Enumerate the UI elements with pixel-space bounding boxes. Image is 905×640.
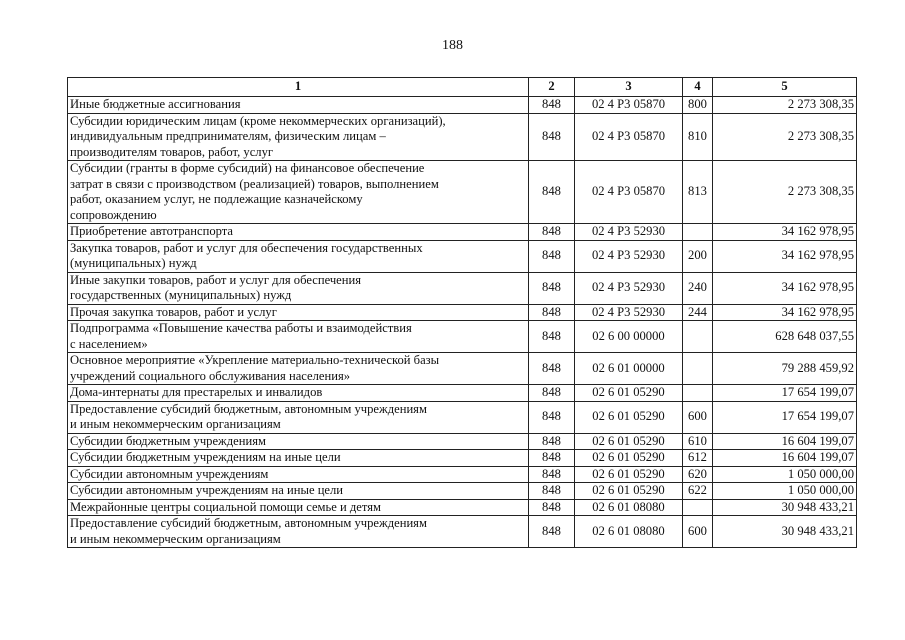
row-name <box>68 499 529 516</box>
row-vr <box>683 499 713 516</box>
header-row <box>68 78 857 97</box>
row-name <box>68 433 529 450</box>
row-name-line: Субсидии юридическим лицам (кроме некоммерческих организаций), <box>70 113 446 128</box>
row-name-line: Предоставление субсидий бюджетным, автономным учреждениям <box>70 516 427 530</box>
row-csr: 02 4 P3 52930 <box>575 240 683 272</box>
row-name-line: Предоставление субсидий бюджетным, автономным учреждениям <box>70 401 427 416</box>
row-vr: 800 <box>683 97 713 114</box>
table-row <box>68 516 857 548</box>
page-number: 188 <box>442 38 463 53</box>
row-ved: 848 <box>529 353 575 385</box>
row-vr <box>683 224 713 241</box>
row-ved: 848 <box>529 466 575 483</box>
row-csr: 02 6 01 05290 <box>575 450 683 467</box>
table-row <box>68 450 857 467</box>
row-name-line: учреждений социального обслуживания населения» <box>70 368 351 383</box>
row-ved: 848 <box>529 321 575 353</box>
row-name <box>68 304 529 321</box>
row-name <box>68 224 529 241</box>
row-amount: 628 648 037,55 <box>713 321 857 353</box>
budget-table <box>67 77 857 548</box>
row-name <box>68 401 529 433</box>
row-name <box>68 321 529 353</box>
row-csr: 02 6 01 00000 <box>575 353 683 385</box>
row-ved: 848 <box>529 113 575 161</box>
row-name-line: производителям товаров, работ, услуг <box>70 144 274 159</box>
row-vr: 612 <box>683 450 713 467</box>
row-vr: 810 <box>683 113 713 161</box>
row-name-line: Субсидии бюджетным учреждениям <box>70 433 266 448</box>
row-csr: 02 6 01 05290 <box>575 466 683 483</box>
row-vr: 240 <box>683 272 713 304</box>
row-csr: 02 6 01 05290 <box>575 483 683 500</box>
row-vr: 813 <box>683 161 713 224</box>
row-ved: 848 <box>529 499 575 516</box>
row-amount: 17 654 199,07 <box>713 401 857 433</box>
table-row <box>68 401 857 433</box>
table-row <box>68 97 857 114</box>
row-name-line: государственных (муниципальных) нужд <box>70 288 292 302</box>
row-name-line: Субсидии автономным учреждениям <box>70 466 269 481</box>
row-ved: 848 <box>529 97 575 114</box>
table-row <box>68 385 857 402</box>
row-name-line: затрат в связи с производством (реализацией) товаров, выполнением <box>70 176 439 191</box>
row-amount: 34 162 978,95 <box>713 304 857 321</box>
row-amount: 34 162 978,95 <box>713 240 857 272</box>
row-amount: 34 162 978,95 <box>713 224 857 241</box>
row-ved: 848 <box>529 161 575 224</box>
row-csr: 02 4 P3 52930 <box>575 224 683 241</box>
row-amount: 34 162 978,95 <box>713 272 857 304</box>
row-csr: 02 4 P3 52930 <box>575 304 683 321</box>
row-csr: 02 6 00 00000 <box>575 321 683 353</box>
row-amount: 30 948 433,21 <box>713 516 857 548</box>
row-csr: 02 6 01 05290 <box>575 433 683 450</box>
row-amount: 2 273 308,35 <box>713 113 857 161</box>
header-col-1: 1 <box>68 78 529 97</box>
row-csr: 02 4 P3 05870 <box>575 161 683 224</box>
row-ved: 848 <box>529 240 575 272</box>
row-amount: 1 050 000,00 <box>713 483 857 500</box>
table-row <box>68 304 857 321</box>
row-ved: 848 <box>529 433 575 450</box>
row-ved: 848 <box>529 272 575 304</box>
row-csr: 02 4 P3 52930 <box>575 272 683 304</box>
row-vr: 244 <box>683 304 713 321</box>
table-row <box>68 272 857 304</box>
table-row <box>68 321 857 353</box>
row-name-line: с населением» <box>70 336 148 351</box>
row-amount: 1 050 000,00 <box>713 466 857 483</box>
row-ved: 848 <box>529 401 575 433</box>
table-row <box>68 353 857 385</box>
header-col-4: 4 <box>683 78 713 97</box>
row-vr <box>683 385 713 402</box>
row-name-line: Субсидии бюджетным учреждениям на иные цели <box>70 450 341 464</box>
row-vr <box>683 353 713 385</box>
row-ved: 848 <box>529 224 575 241</box>
row-amount: 2 273 308,35 <box>713 97 857 114</box>
row-name <box>68 385 529 402</box>
header-col-5: 5 <box>713 78 857 97</box>
row-amount: 16 604 199,07 <box>713 433 857 450</box>
row-name-line: Межрайонные центры социальной помощи семье и детям <box>70 499 381 514</box>
row-name-line: Подпрограмма «Повышение качества работы и взаимодействия <box>70 321 412 335</box>
row-ved: 848 <box>529 385 575 402</box>
row-csr: 02 4 P3 05870 <box>575 97 683 114</box>
row-name-line: Иные закупки товаров, работ и услуг для обеспечения <box>70 272 362 287</box>
row-name-line: и иным некоммерческим организациям <box>70 417 281 431</box>
row-vr: 600 <box>683 516 713 548</box>
table-row <box>68 240 857 272</box>
row-ved: 848 <box>529 304 575 321</box>
row-name <box>68 97 529 114</box>
row-name <box>68 516 529 548</box>
row-name <box>68 161 529 224</box>
row-csr: 02 6 01 08080 <box>575 516 683 548</box>
row-csr: 02 6 01 05290 <box>575 385 683 402</box>
row-amount: 30 948 433,21 <box>713 499 857 516</box>
header-col-2: 2 <box>529 78 575 97</box>
row-amount: 17 654 199,07 <box>713 385 857 402</box>
row-name-line: и иным некоммерческим организациям <box>70 531 281 546</box>
row-vr: 610 <box>683 433 713 450</box>
row-name <box>68 272 529 304</box>
row-ved: 848 <box>529 516 575 548</box>
table-row <box>68 499 857 516</box>
header-col-3: 3 <box>575 78 683 97</box>
table-row <box>68 224 857 241</box>
table-row <box>68 483 857 500</box>
row-vr <box>683 321 713 353</box>
row-name-line: работ, оказанием услуг, не подлежащие казначейскому <box>70 192 363 206</box>
row-name-line: Иные бюджетные ассигнования <box>70 97 241 111</box>
row-name <box>68 483 529 500</box>
row-amount: 79 288 459,92 <box>713 353 857 385</box>
row-vr: 200 <box>683 240 713 272</box>
row-name-line: (муниципальных) нужд <box>70 256 197 270</box>
row-name-line: Субсидии автономным учреждениям на иные цели <box>70 483 344 497</box>
row-name <box>68 466 529 483</box>
row-ved: 848 <box>529 450 575 467</box>
row-vr: 620 <box>683 466 713 483</box>
table-row <box>68 161 857 224</box>
table-body <box>68 97 857 548</box>
table-row <box>68 433 857 450</box>
row-ved: 848 <box>529 483 575 500</box>
row-name-line: сопровождению <box>70 207 157 222</box>
row-name-line: Закупка товаров, работ и услуг для обеспечения государственных <box>70 240 423 255</box>
row-name-line: Приобретение автотранспорта <box>70 224 234 238</box>
row-name-line: Прочая закупка товаров, работ и услуг <box>70 304 277 319</box>
table-row <box>68 113 857 161</box>
row-csr: 02 4 P3 05870 <box>575 113 683 161</box>
row-vr: 622 <box>683 483 713 500</box>
row-name <box>68 113 529 161</box>
row-name-line: Основное мероприятие «Укрепление материально-технической базы <box>70 353 440 367</box>
row-amount: 16 604 199,07 <box>713 450 857 467</box>
row-csr: 02 6 01 05290 <box>575 401 683 433</box>
row-name-line: Дома-интернаты для престарелых и инвалидов <box>70 385 323 399</box>
row-name-line: Субсидии (гранты в форме субсидий) на финансовое обеспечение <box>70 161 425 175</box>
row-csr: 02 6 01 08080 <box>575 499 683 516</box>
row-name <box>68 450 529 467</box>
row-vr: 600 <box>683 401 713 433</box>
row-name <box>68 353 529 385</box>
row-amount: 2 273 308,35 <box>713 161 857 224</box>
row-name-line: индивидуальным предпринимателям, физическим лицам – <box>70 129 386 143</box>
table-row <box>68 466 857 483</box>
row-name <box>68 240 529 272</box>
